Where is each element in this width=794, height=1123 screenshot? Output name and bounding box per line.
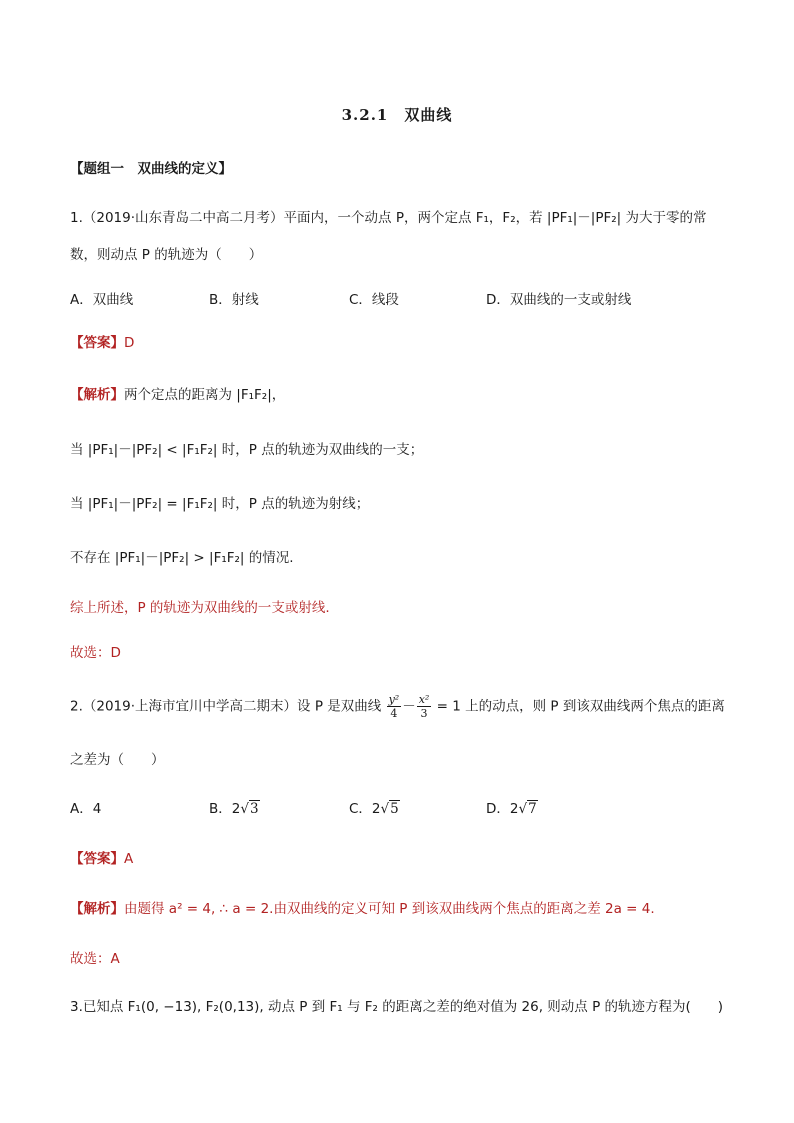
q1-stem-line2: 数，则动点 P 的轨迹为（ ） — [70, 247, 263, 263]
q2-option-d — [486, 797, 538, 817]
q2-answer — [70, 847, 133, 867]
q2-option-a: A．4 — [70, 801, 102, 817]
analysis-text: 由题得 a² = 4, ∴ a = 2.由双曲线的定义可知 P 到该双曲线两个焦点的距离之差 2a = 4. — [124, 901, 655, 917]
q1-stem-line1: 1.（2019·山东青岛二中高二月考）平面内，一个动点 P，两个定点 F₁，F₂，若 |PF₁|－|PF₂| 为大于零的常 — [70, 210, 707, 226]
q1-summary: 综上所述，P 的轨迹为双曲线的一支或射线. — [70, 600, 330, 616]
frac-numerator: y² — [388, 693, 400, 706]
sqrt-symbol: √7 — [518, 801, 537, 817]
answer-label: 【答案】 — [70, 335, 124, 351]
q1-case1: 当 |PF₁|－|PF₂| < |F₁F₂| 时，P 点的轨迹为双曲线的一支； — [70, 442, 424, 458]
q1-option-a: A．双曲线 — [70, 292, 134, 308]
frac-denominator: 4 — [390, 707, 398, 720]
q1-option-d: D．双曲线的一支或射线 — [486, 292, 632, 308]
analysis-text: 两个定点的距离为 |F₁F₂|， — [124, 387, 286, 403]
q1-case3: 不存在 |PF₁|－|PF₂| > |F₁F₂| 的情况. — [70, 550, 294, 566]
sqrt-radicand: 7 — [528, 801, 537, 817]
sqrt-symbol: √3 — [240, 801, 259, 817]
option-text: B．2 — [209, 801, 241, 817]
q2-stem-line1 — [70, 693, 725, 720]
q3-stem: 3.已知点 F₁(0, −13), F₂(0,13), 动点 P 到 F₁ 与 F₂ 的距离之差的绝对值为 26, 则动点 P 的轨迹方程为( ) — [70, 999, 724, 1015]
q2-option-b — [209, 797, 260, 817]
frac-numerator: x² — [418, 693, 430, 706]
q2-analysis — [70, 897, 655, 917]
q2-fraction-y — [387, 693, 402, 720]
q1-answer — [70, 331, 134, 351]
q2-minus: － — [402, 698, 416, 715]
option-text: D．2 — [486, 801, 519, 817]
analysis-label: 【解析】 — [70, 387, 124, 403]
frac-denominator: 3 — [420, 707, 428, 720]
sqrt-symbol: √5 — [380, 801, 399, 817]
answer-value: D — [124, 335, 135, 351]
q2-stem-line2: 之差为（ ） — [70, 752, 165, 768]
q2-choose: 故选：A — [70, 951, 120, 967]
page-title: 3.2.1 双曲线 — [341, 106, 453, 124]
answer-label: 【答案】 — [70, 851, 124, 867]
q2-suffix: = 1 上的动点，则 P 到该双曲线两个焦点的距离 — [436, 698, 725, 715]
section-heading: 【题组一 双曲线的定义】 — [70, 161, 232, 177]
q2-prefix: 2.（2019·上海市宜川中学高二期末）设 P 是双曲线 — [70, 698, 382, 715]
option-text: C．2 — [349, 801, 381, 817]
sqrt-radicand: 5 — [390, 801, 399, 817]
q1-case2: 当 |PF₁|－|PF₂| = |F₁F₂| 时，P 点的轨迹为射线； — [70, 496, 370, 512]
analysis-label: 【解析】 — [70, 901, 124, 917]
q1-option-c: C．线段 — [349, 292, 399, 308]
q2-fraction-x — [417, 693, 432, 720]
q1-option-b: B．射线 — [209, 292, 259, 308]
q1-analysis — [70, 383, 285, 403]
q2-option-c — [349, 797, 400, 817]
q1-choose: 故选：D — [70, 645, 121, 661]
sqrt-radicand: 3 — [249, 801, 259, 817]
answer-value: A — [124, 851, 134, 867]
